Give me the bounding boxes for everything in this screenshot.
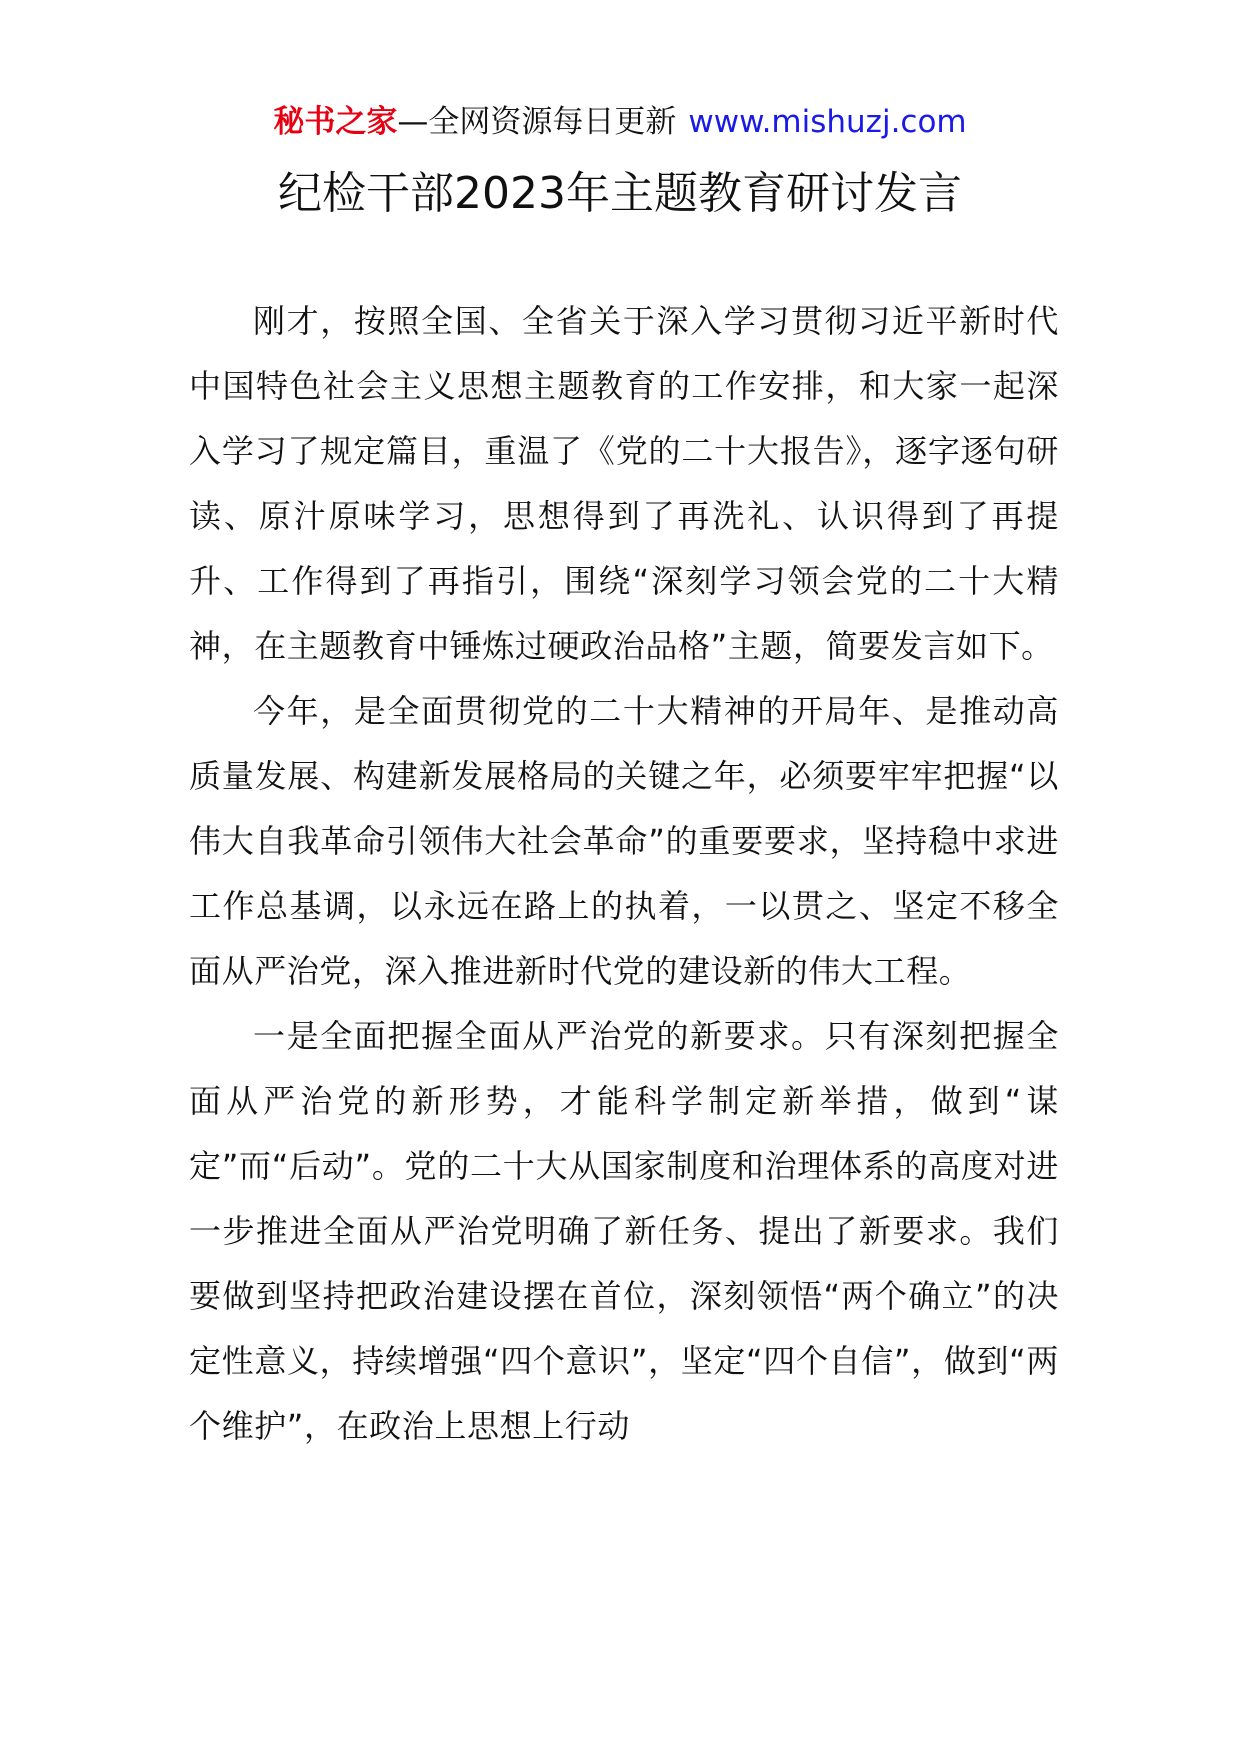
watermark-header [0,100,1240,144]
document-body [189,289,1059,1459]
document-title: 纪检干部2023年主题教育研讨发言 [278,168,962,219]
watermark-brand: 秘书之家 [273,104,398,140]
paragraph-3: 一是全面把握全面从严治党的新要求。只有深刻把握全面从严治党的新形势，才能科学制定新举措，做到“谋定”而“后动”。党的二十大从国家制度和治理体系的高度对进一步推进全面从严治党明确了新任务、提出了新要求。我们要做到坚持把政治建设摆在首位，深刻领悟“两个确立”的决定性意义，持续增强“四个意识”，坚定“四个自信”，做到“两个维护”，在政治上思想上行动 [189,1017,1059,1445]
watermark-url: www.mishuzj.com [688,104,967,140]
paragraph-2: 今年，是全面贯彻党的二十大精神的开局年、是推动高质量发展、构建新发展格局的关键之年，必须要牢牢把握“以伟大自我革命引领伟大社会革命”的重要要求，坚持稳中求进工作总基调，以永远在路上的执着，一以贯之、坚定不移全面从严治党，深入推进新时代党的建设新的伟大工程。 [189,692,1059,990]
paragraph-1: 刚才，按照全国、全省关于深入学习贯彻习近平新时代中国特色社会主义思想主题教育的工作安排，和大家一起深入学习了规定篇目，重温了《党的二十大报告》，逐字逐句研读、原汁原味学习，思想得到了再洗礼、认识得到了再提升、工作得到了再指引，围绕“深刻学习领会党的二十大精神，在主题教育中锤炼过硬政治品格”主题，简要发言如下。 [189,302,1059,665]
watermark-slogan: —全网资源每日更新 [397,104,677,140]
